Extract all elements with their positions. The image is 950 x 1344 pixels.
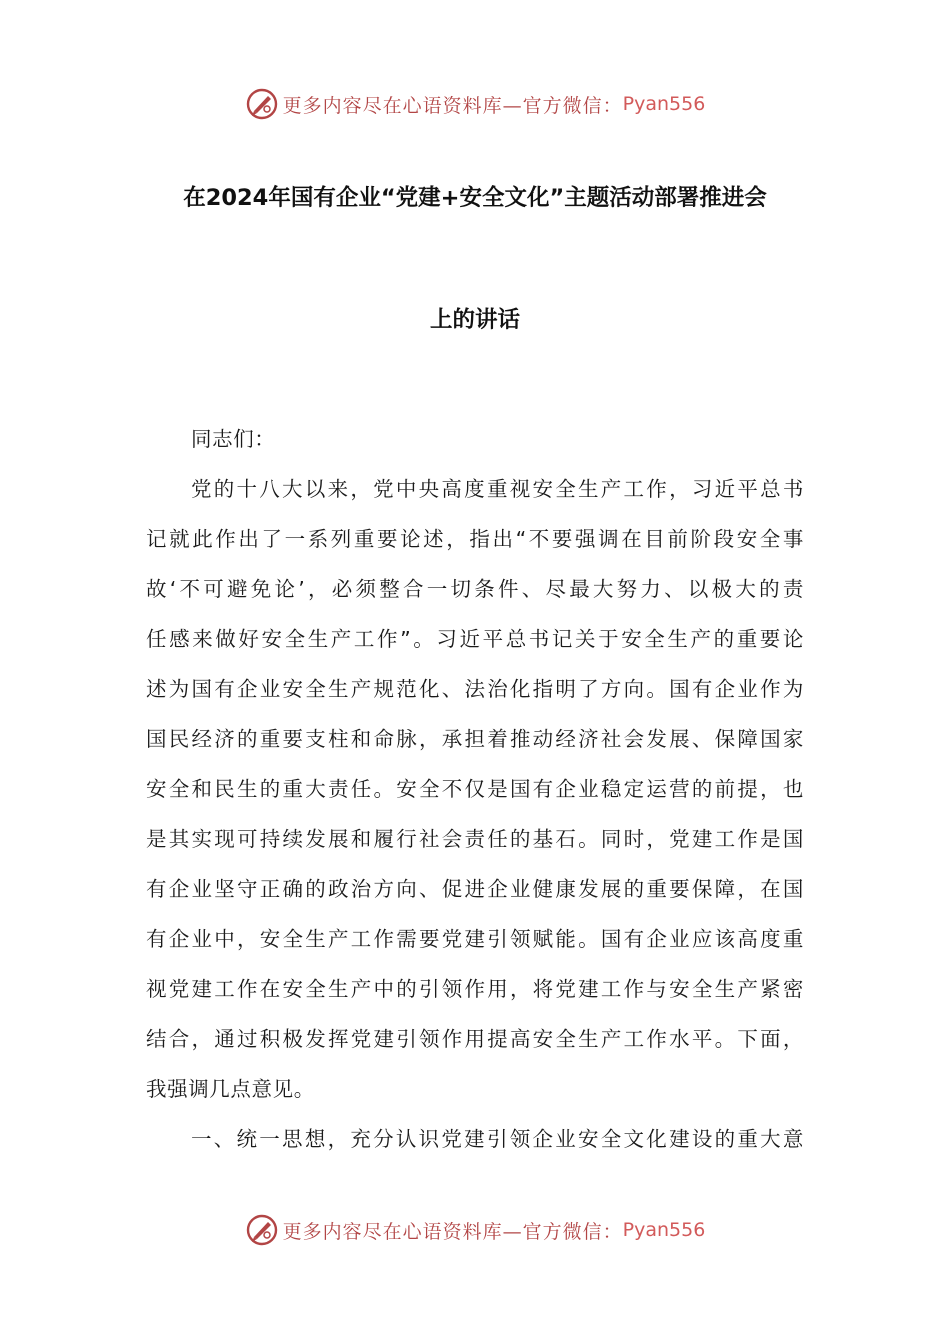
document-title-line-2: 上的讲话 [429,307,520,333]
body-line: 任感来做好安全生产工作”。习近平总书记关于安全生产的重要论 [146,627,804,651]
watermark-text: 更多内容尽在心语资料库—官方微信： [282,1220,623,1243]
body-line: 结合，通过积极发挥党建引领作用提高安全生产工作水平。下面， [146,1027,804,1051]
body-line: 我强调几点意见。 [146,1077,315,1101]
watermark-logo-icon [245,1213,279,1247]
header-watermark [0,84,950,124]
body-line: 记就此作出了一系列重要论述，指出“不要强调在目前阶段安全事 [146,527,804,551]
body-line: 有企业中，安全生产工作需要党建引领赋能。国有企业应该高度重 [146,927,804,951]
body-line: 安全和民生的重大责任。安全不仅是国有企业稳定运营的前提，也 [146,777,804,801]
document-title-line-1: 在2024年国有企业“党建+安全文化”主题活动部署推进会 [183,185,767,211]
body-line: 故‘不可避免论’，必须整合一切条件、尽最大努力、以极大的责 [146,577,804,601]
body-line: 是其实现可持续发展和履行社会责任的基石。同时，党建工作是国 [146,827,804,851]
watermark-wechat-id: Pyan556 [622,93,706,115]
watermark-wechat-id: Pyan556 [622,1219,706,1241]
body-line: 述为国有企业安全生产规范化、法治化指明了方向。国有企业作为 [146,677,804,701]
salutation: 同志们： [191,427,276,451]
footer-watermark [0,1210,950,1250]
section-heading-line: 一、统一思想，充分认识党建引领企业安全文化建设的重大意 [191,1127,804,1151]
watermark-logo-icon [245,87,279,121]
watermark-text: 更多内容尽在心语资料库—官方微信： [282,94,623,117]
body-line: 国民经济的重要支柱和命脉，承担着推动经济社会发展、保障国家 [146,727,804,751]
body-line: 视党建工作在安全生产中的引领作用，将党建工作与安全生产紧密 [146,977,804,1001]
body-line: 党的十八大以来，党中央高度重视安全生产工作，习近平总书 [191,477,804,501]
body-line: 有企业坚守正确的政治方向、促进企业健康发展的重要保障，在国 [146,877,804,901]
